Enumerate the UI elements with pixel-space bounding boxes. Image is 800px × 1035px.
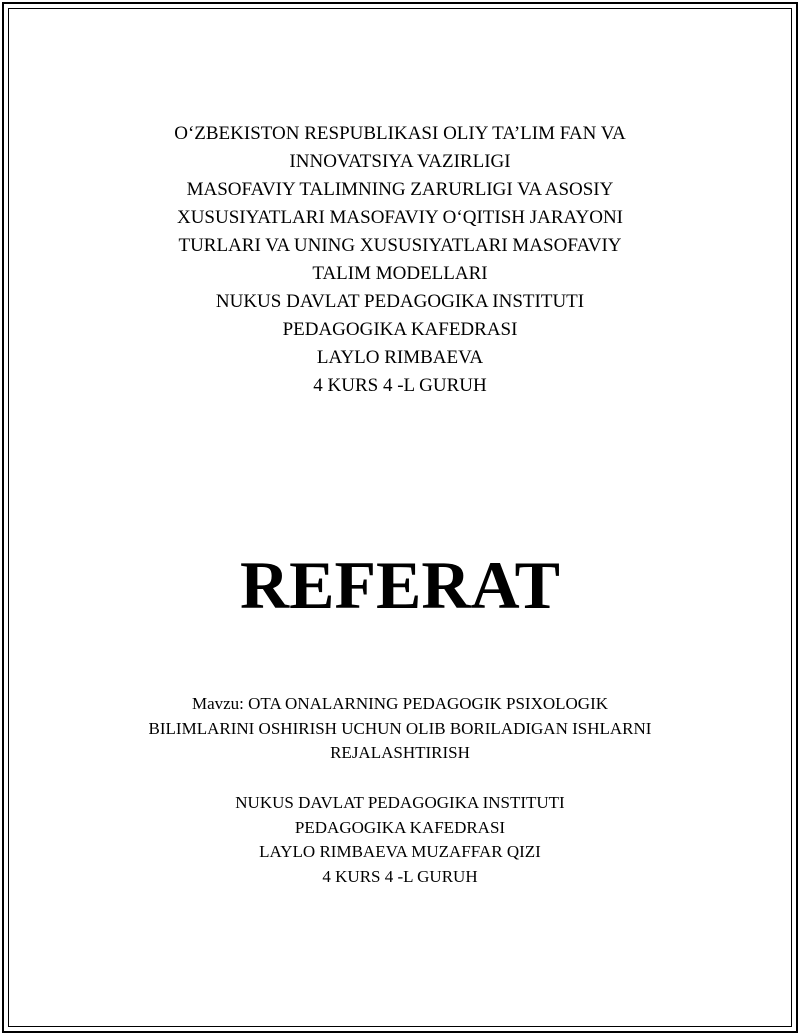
header-line: O‘ZBEKISTON RESPUBLIKASI OLIY TA’LIM FAN VA (174, 123, 626, 144)
header-line: TALIM MODELLARI (312, 263, 488, 284)
header-block (0, 120, 800, 400)
footer-line: PEDAGOGIKA KAFEDRASI (294, 817, 506, 837)
header-line: TURLARI VA UNING XUSUSIYATLARI MASOFAVIY (178, 235, 622, 256)
footer-line: NUKUS DAVLAT PEDAGOGIKA INSTITUTI (235, 793, 565, 812)
topic-block (0, 692, 800, 766)
footer-line: LAYLO RIMBAEVA MUZAFFAR QIZI (259, 842, 541, 861)
header-line: 4 KURS 4 -L GURUH (313, 375, 487, 396)
footer-block (0, 791, 800, 889)
topic-line: REJALASHTIRISH (330, 743, 470, 762)
topic-line: BILIMLARINI OSHIRISH UCHUN OLIB BORILADIGAN ISHLARNI (148, 718, 652, 738)
header-line: MASOFAVIY TALIMNING ZARURLIGI VA ASOSIY (186, 179, 614, 200)
topic-line: Mavzu: OTA ONALARNING PEDAGOGIK PSIXOLOGIK (191, 694, 609, 713)
header-line: PEDAGOGIKA KAFEDRASI (282, 319, 518, 340)
document-title: REFERAT (240, 547, 560, 623)
header-line: XUSUSIYATLARI MASOFAVIY O‘QITISH JARAYONI (176, 207, 623, 228)
footer-line: 4 KURS 4 -L GURUH (322, 866, 478, 886)
header-line: NUKUS DAVLAT PEDAGOGIKA INSTITUTI (215, 291, 585, 312)
header-line: INNOVATSIYA VAZIRLIGI (289, 151, 511, 172)
header-line: LAYLO RIMBAEVA (316, 347, 484, 368)
